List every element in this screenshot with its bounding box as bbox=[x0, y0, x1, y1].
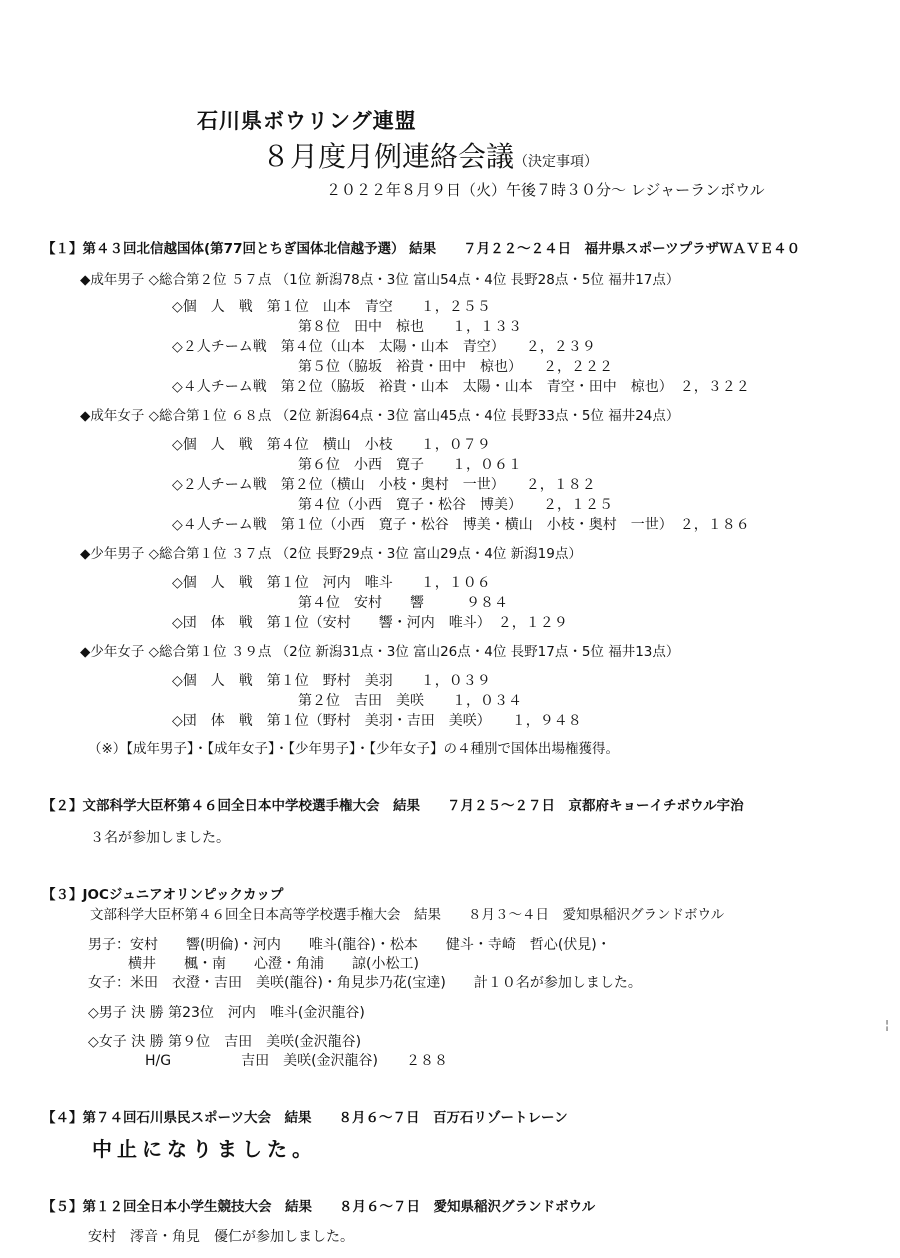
s1-line-6: ◇４人チーム戦 第２位（脇坂 裕貴・山本 太陽・山本 青空・田中 椋也） ２，３２２ bbox=[172, 379, 750, 395]
section-4-heading: 【４】第７４回石川県民スポーツ大会 結果 ８月６～７日 百万石リゾートレーン bbox=[42, 1110, 568, 1126]
section-5-heading: 【５】第１２回全日本小学生競技大会 結果 ８月６～７日 愛知県稲沢グランドボウル bbox=[42, 1199, 596, 1215]
s1-line-10: ◇２人チーム戦 第２位（横山 小枝・奥村 一世） ２，１８２ bbox=[172, 477, 596, 493]
s3-result-2: ◇女子 決 勝 第９位 吉田 美咲(金沢龍谷) bbox=[88, 1034, 362, 1050]
section-3-heading: 【３】JOCジュニアオリンピックカップ bbox=[42, 887, 284, 903]
section-1-heading: 【１】第４３回北信越国体(第77回とちぎ国体北信越予選） 結果 ７月２２～２４日 福井県スポーツプラザＷＡＶＥ４０ bbox=[42, 241, 801, 257]
s3-result-3: H/G 吉田 美咲(金沢龍谷) ２８８ bbox=[145, 1053, 449, 1069]
s1-line-15: 第４位 安村 響 ９８４ bbox=[298, 595, 508, 611]
section-2-heading: 【２】文部科学大臣杯第４６回全日本中学校選手権大会 結果 ７月２５～２７日 京都府キョーイチボウル宇治 bbox=[42, 798, 744, 814]
section-3-heading-2: 文部科学大臣杯第４６回全日本高等学校選手権大会 結果 ８月３～４日 愛知県稲沢グランドボウル bbox=[90, 907, 725, 923]
s1-line-13: ◆少年男子 ◇総合第１位 ３７点 （2位 長野29点・3位 富山29点・4位 新潟19点） bbox=[80, 546, 582, 562]
s1-line-8: ◇個 人 戦 第４位 横山 小枝 １，０７９ bbox=[172, 437, 491, 453]
title-sub: （決定事項） bbox=[514, 154, 599, 170]
s1-line-1: ◆成年男子 ◇総合第２位 ５７点 （1位 新潟78点・3位 富山54点・4位 長野28点・5位 福井17点） bbox=[80, 272, 680, 288]
s2-body: ３名が参加しました。 bbox=[90, 830, 230, 846]
scan-artifact: ¦ bbox=[885, 1018, 890, 1032]
page-title bbox=[262, 140, 598, 179]
s1-line-5: 第５位（脇坂 裕貴・田中 椋也） ２，２２２ bbox=[298, 359, 613, 375]
s1-line-7: ◆成年女子 ◇総合第１位 ６８点 （2位 新潟64点・3位 富山45点・4位 長野33点・5位 福井24点） bbox=[80, 408, 680, 424]
s3-participants-3: 女子：米田 衣澄・吉田 美咲(龍谷)・角見歩乃花(宝達) 計１０名が参加しました。 bbox=[88, 975, 642, 991]
s3-participants-1: 男子：安村 響(明倫)・河内 唯斗(龍谷)・松本 健斗・寺崎 哲心(伏見)・ bbox=[88, 937, 611, 953]
s1-line-3: 第８位 田中 椋也 １，１３３ bbox=[298, 319, 522, 335]
s1-note: （※）【成年男子】・【成年女子】・【少年男子】・【少年女子】の４種別で国体出場権獲得。 bbox=[88, 741, 620, 757]
s1-line-17: ◆少年女子 ◇総合第１位 ３９点 （2位 新潟31点・3位 富山26点・4位 長野17点・5位 福井13点） bbox=[80, 644, 680, 660]
s3-participants-2: 横井 楓・南 心澄・角浦 諒(小松工) bbox=[128, 956, 419, 972]
s1-line-11: 第４位（小西 寛子・松谷 博美） ２，１２５ bbox=[298, 497, 613, 513]
meeting-date: ２０２２年８月９日（火）午後７時３０分～ レジャーランボウル bbox=[326, 181, 765, 199]
s1-line-12: ◇４人チーム戦 第１位（小西 寛子・松谷 博美・横山 小枝・奥村 一世） ２，１８６ bbox=[172, 517, 750, 533]
s4-body: 中止になりました。 bbox=[92, 1137, 317, 1161]
s1-line-4: ◇２人チーム戦 第４位（山本 太陽・山本 青空） ２，２３９ bbox=[172, 339, 596, 355]
s1-line-14: ◇個 人 戦 第１位 河内 唯斗 １，１０６ bbox=[172, 575, 491, 591]
s3-result-1: ◇男子 決 勝 第23位 河内 唯斗(金沢龍谷) bbox=[88, 1005, 365, 1021]
title-main: ８月度月例連絡会議 bbox=[262, 140, 515, 173]
s1-line-16: ◇団 体 戦 第１位（安村 響・河内 唯斗） ２，１２９ bbox=[172, 615, 568, 631]
s1-line-20: ◇団 体 戦 第１位（野村 美羽・吉田 美咲） １，９４８ bbox=[172, 713, 582, 729]
s1-line-19: 第２位 吉田 美咲 １，０３４ bbox=[298, 693, 522, 709]
org-name: 石川県ボウリング連盟 bbox=[197, 108, 417, 133]
s1-line-9: 第６位 小西 寛子 １，０６１ bbox=[298, 457, 522, 473]
s5-body: 安村 澪音・角見 優仁が参加しました。 bbox=[88, 1229, 354, 1245]
s1-line-18: ◇個 人 戦 第１位 野村 美羽 １，０３９ bbox=[172, 673, 491, 689]
s1-line-2: ◇個 人 戦 第１位 山本 青空 １，２５５ bbox=[172, 299, 491, 315]
